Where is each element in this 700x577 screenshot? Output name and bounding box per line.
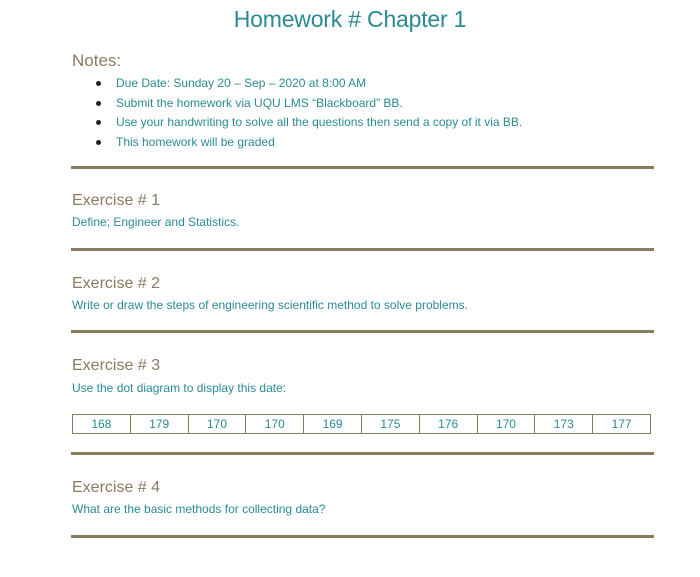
- table-cell: 170: [188, 415, 246, 434]
- page-title: Homework # Chapter 1: [233, 6, 467, 32]
- table-cell: 175: [361, 415, 419, 434]
- table-cell: 179: [130, 415, 188, 434]
- divider: [71, 166, 654, 169]
- table-cell: 170: [477, 415, 535, 434]
- note-item-graded: This homework will be graded: [96, 133, 522, 153]
- table-cell: 170: [246, 415, 304, 434]
- divider: [71, 248, 654, 251]
- table-cell: 168: [73, 415, 131, 434]
- exercise-3-text: Use the dot diagram to display this date:: [72, 381, 287, 395]
- divider: [71, 535, 654, 538]
- notes-list: [96, 74, 522, 152]
- table-cell: 173: [535, 415, 593, 434]
- note-item-submit: Submit the homework via UQU LMS “Blackboard” BB.: [96, 94, 522, 114]
- exercise-1-heading: Exercise # 1: [72, 192, 161, 209]
- table-cell: 176: [419, 415, 477, 434]
- exercise-2-text: Write or draw the steps of engineering scientific method to solve problems.: [72, 298, 468, 312]
- note-item-due-date: Due Date: Sunday 20 – Sep – 2020 at 8:00 AM: [96, 74, 522, 94]
- data-table: [72, 414, 651, 434]
- table-row: [73, 415, 651, 434]
- exercise-2-heading: Exercise # 2: [72, 275, 161, 292]
- note-item-handwriting: Use your handwriting to solve all the questions then send a copy of it via BB.: [96, 113, 522, 133]
- table-cell: 177: [593, 415, 651, 434]
- notes-heading: Notes:: [72, 51, 122, 70]
- exercise-4-heading: Exercise # 4: [72, 479, 161, 496]
- exercise-3-heading: Exercise # 3: [72, 357, 161, 374]
- table-cell: 169: [304, 415, 362, 434]
- exercise-1-text: Define; Engineer and Statistics.: [72, 215, 240, 229]
- divider: [71, 330, 654, 333]
- divider: [71, 452, 654, 455]
- exercise-4-text: What are the basic methods for collecting data?: [72, 502, 326, 516]
